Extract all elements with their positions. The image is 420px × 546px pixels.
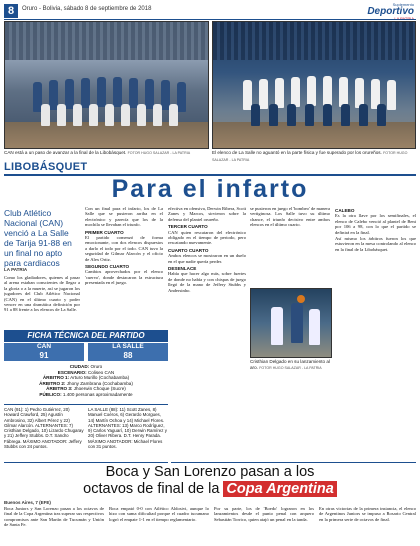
paragraph: CAN quien rescataron del electrónico obligado en el tiempo de periodo, pero rescatando nuevamente. — [168, 229, 246, 246]
photo-caption-2 — [212, 150, 416, 163]
paragraph: Así mismo los árbitros fueron los que estuvieron en la mesa controlando al elenco en la final de la Libobásquet. — [335, 236, 416, 252]
subhead: PRIMER CUARTO — [85, 229, 124, 235]
paragraph: Como los gladiadores, quienes al pasar al arena estaban conscientes de llegar a la gloria o a la muerte, así se jugaron los jugadores del Club Atlético Nacional (CAN) en el último cuarto y poder vencer en una dramática definición por 91 a 88 frente a los elencos de La Salle. — [4, 275, 80, 313]
paragraph: Había que hacer algo más, sobre fuertes de donde no había y con chispas de juego llegó de la mano de Jeffery Stubbs y Andersinho. — [168, 271, 246, 293]
story2-headline-line1: Boca y San Lorenzo pasan a los — [105, 464, 315, 480]
supplement-label: Suplemento — [392, 2, 414, 7]
info-line: PÚBLICO: 1.400 personas aproximadamente — [39, 391, 133, 397]
header-rule — [4, 19, 416, 20]
roster-la-salle: LA SALLE (88): 11) Scott Zanes, 8) Manuel Coéros, 6) Gerardo Morgues, 14) Martín Ochoa y 14) Michael Flores. ALTERNANTES: 13) Marco Rodríguez, 9) Carlos Yaguarí, 10) Derwin Ramírez y 20) Oliver Ribera. D.T. Henry Parada. MÁXIMO ANOTADOR: Michael Flores con 31 puntos. — [88, 407, 167, 450]
subhead: TERCER CUARTO — [168, 224, 208, 230]
action-photo — [250, 288, 332, 358]
team-score-can — [4, 343, 84, 361]
paragraph: Boca empató 0-0 con Atlético Aldosivi, aunque lo hizo con suma dificultad porque el cuadro tucumano logró el empate 1-1 en el tiempo reglamentario. — [109, 506, 209, 522]
dateline: Oruro - Bolivia, sábado 8 de septiembre de 2018 — [22, 6, 152, 12]
caption-text: El elenco de La Salle no aguantó en la parte física y fue superado por los orureños. — [212, 150, 382, 155]
paragraph: Ambos elencos se mostraron en un duelo en el que nadie quería perder. — [168, 253, 246, 264]
team-name: LA SALLE — [112, 343, 144, 350]
story2-byline: Buenos Aires, 7 (EFE) — [4, 500, 51, 505]
team-name: CAN — [36, 343, 52, 350]
headline-text: octavos de final de la — [83, 481, 220, 497]
info-line: ESCENARIO: Coliseo CAN — [57, 369, 115, 375]
caption-text: Cristhian Delgado en su lanzamiento al aro. — [250, 359, 330, 370]
info-line: ÁRBITRO 2: Jhony Zambrana (Cochabamba) — [39, 380, 133, 386]
info-line: CIUDAD: Oruro — [69, 364, 103, 369]
subhead: SEGUNDO CUARTO — [85, 264, 130, 270]
subhead: CALEBO — [335, 208, 355, 213]
section-label: LIBOBÁSQUET — [4, 161, 88, 173]
team-score: 88 — [123, 351, 133, 360]
page-number: 8 — [4, 4, 18, 18]
paragraph: Por su parte, los de 'Boedo' lograron en los lanzamientos desde el punto penal con arquero Sebastián Torrico, quien atajó un penal en la tanda. — [214, 506, 314, 522]
headline: Para el infarto — [111, 175, 309, 203]
article-column-5 — [335, 206, 416, 378]
photo-caption-1 — [4, 150, 209, 157]
article-column-1 — [4, 275, 80, 329]
story2-headline-line2 — [4, 481, 416, 498]
divider — [4, 462, 168, 463]
info-line: ÁRBITRO 1: Arturo Murillo (Cochabamba) — [42, 375, 130, 381]
story2-column-4 — [319, 506, 416, 546]
roster-can: CAN (91): 1) Pedro Gutiérrez, 20) Howard Crawford, 25) Agustín Ambrosino, 32) Albert Pérez y 22) Gilmar Alarcón. ALTERNANTES: 7) Cristhian Delgado, 10) Lizardo Chugaray y 21) Jeffery Stubbs. D.T. Sandro Fábrega. MÁXIMO ANOTADOR: Jeffery Stubbs con 24 puntos. — [4, 407, 84, 450]
divider — [171, 462, 416, 463]
photo-credit: FOTOR HUGO SALAZAR - LA PATRIA — [259, 365, 322, 370]
team-photo-la-salle — [212, 21, 416, 149]
brand-name: Deportivo — [367, 6, 414, 17]
ficha-title: FICHA TÉCNICA DEL PARTIDO — [4, 330, 168, 342]
copa-argentina-label: Copa Argentina — [223, 481, 336, 497]
photo-credit: FOTOR HUGO SALAZAR - LA PATRIA — [212, 151, 408, 162]
paragraph: Es la otra llave por los semifinales, el elenco de Calebo venció al plantel de Beni por 106 a 98, con lo que el partido se definirá en la final. — [335, 213, 416, 235]
caption-text: CAN está a un paso de avanzar a la final de la Libobásquet. — [4, 150, 127, 155]
team-score: 91 — [39, 351, 49, 360]
team-photo-can — [4, 21, 209, 149]
deck: Club Atlético Nacional (CAN) venció a La Salle de Tarija 91-88 en un final no apto para cardiacos — [4, 208, 72, 268]
info-line: ÁRBITRO 3: Jhoerwin Choque (Sucre) — [46, 386, 126, 392]
byline: LA PATRIA — [4, 267, 28, 272]
paragraph: El partido comenzó de forma emocionante, con dos elencos dispuestos a darlo el todo por el todo. CAN tuvo la seguridad de Gilmar Alarcón y el oficio de Alex Ortiz. — [85, 235, 163, 262]
paragraph: Con un final para el infarto, los de La Salle que se pusieron arriba en el electrónico y parecía que los de la mochila se llevaban el triunfo. — [85, 206, 163, 228]
roster-divider — [4, 404, 168, 405]
paragraph: Cambios aprovechados por el elenco 'cuervo', donde destacaron la estructura presentada en el juego. — [85, 269, 163, 286]
team-score-la-salle — [88, 343, 168, 361]
photo-caption-3 — [250, 359, 332, 371]
story2-column-1 — [4, 506, 104, 546]
article-column-2 — [85, 206, 163, 322]
subhead: CUARTO CUARTO — [168, 247, 209, 253]
paragraph: efectiva en ofensiva, Derwin Ribera, Scott Zanes y Marcos, sirvieron sobre la defensa del plantel orureño. — [168, 206, 246, 222]
paragraph: Boca Juniors y San Lorenzo pasan a los octavos de final de la Copa Argentina tras superar sus respectivos compromisos ante San Martín de Tucumán y Unión de Santa Fe. — [4, 506, 104, 528]
article-column-4 — [250, 206, 330, 286]
article-column-3 — [168, 206, 246, 322]
paragraph: En otras victorias de la primera instancia, el elenco de Argentinos Juniors se impuso a Rosario Central en la primera serie de octavos de final. — [319, 506, 416, 522]
paragraph: se pusieron en juego el 'bombeo' de manera vertiginosa. Los Salle tuvo su último chance, el triunfo decisivo entre ambos elencos en el último cuarto. — [250, 206, 330, 228]
story2-column-3 — [214, 506, 314, 546]
subhead: DESENLACE — [168, 266, 197, 272]
story2-column-2 — [109, 506, 209, 546]
photo-credit: FOTOR HUGO SALAZAR - LA PATRIA — [127, 151, 191, 155]
match-info — [4, 364, 168, 398]
